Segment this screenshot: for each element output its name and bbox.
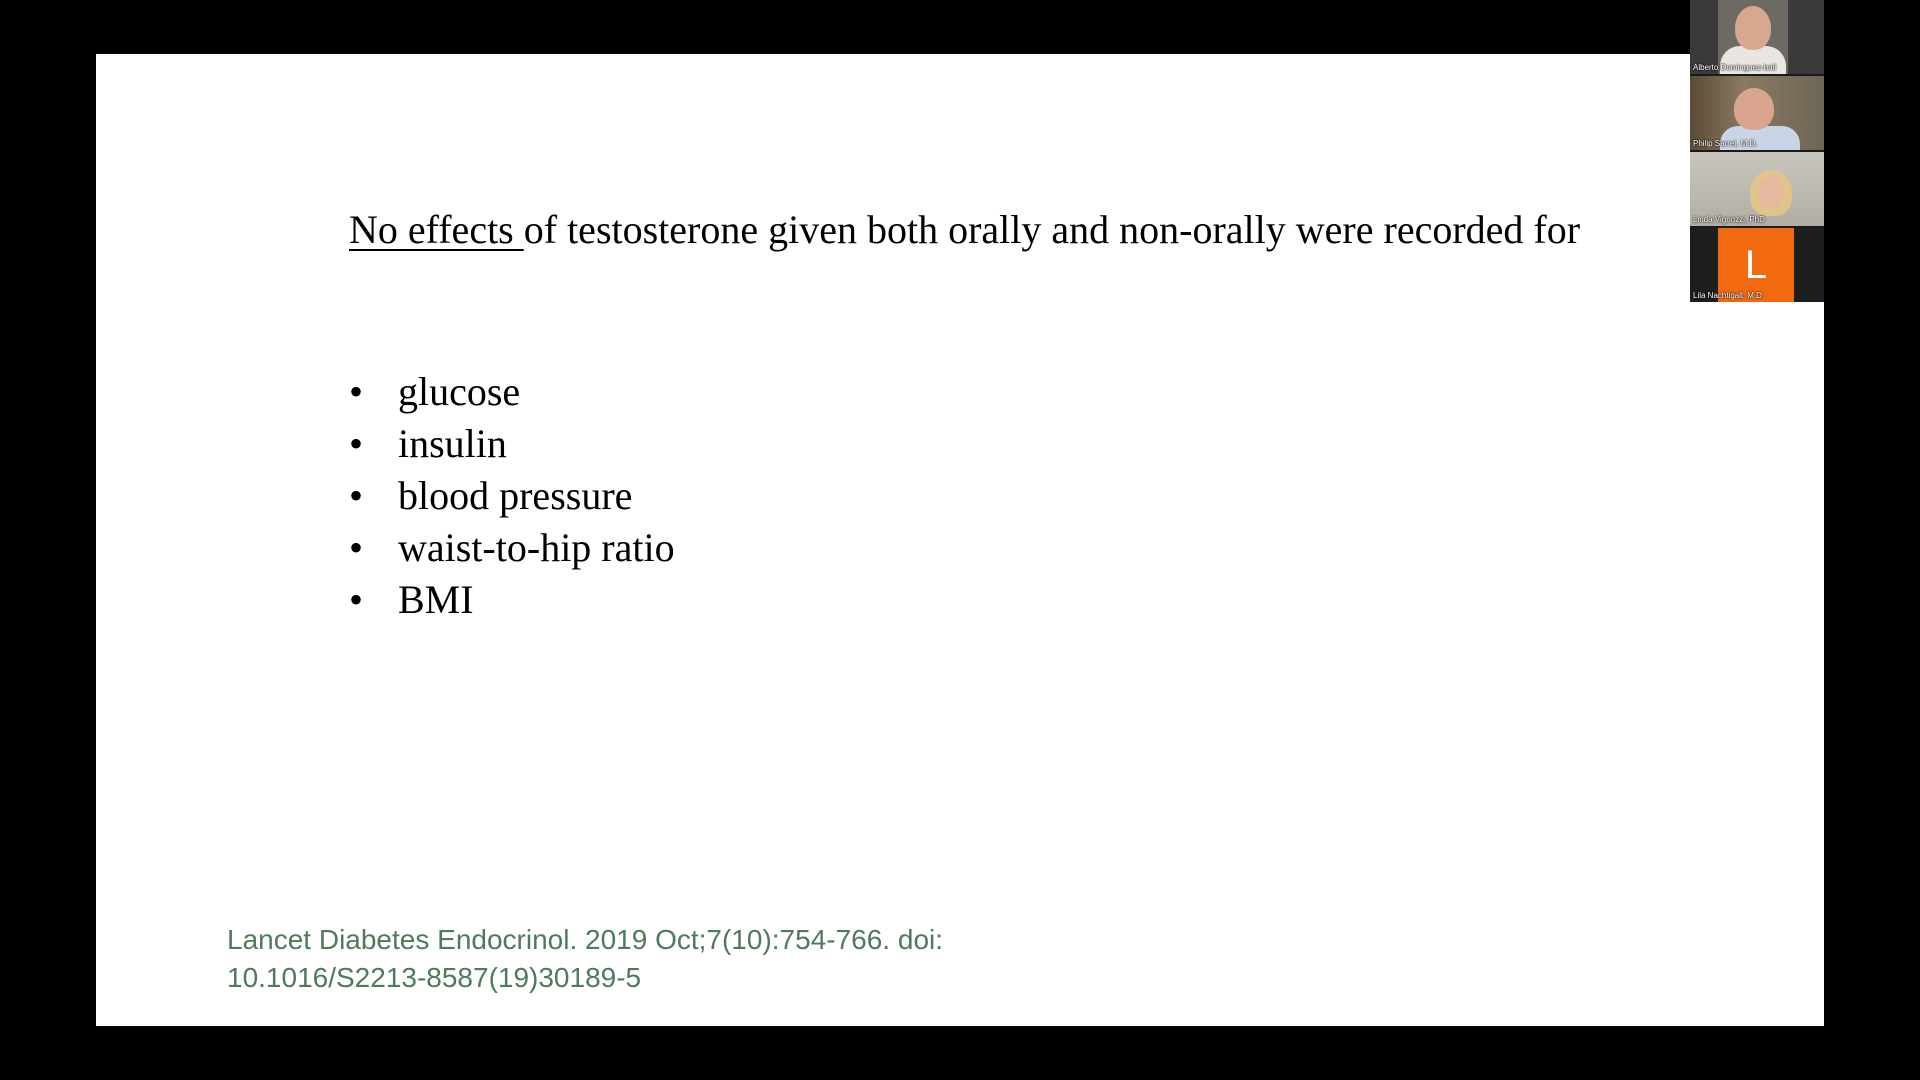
citation-line-1: Lancet Diabetes Endocrinol. 2019 Oct;7(10):754-766. doi: — [227, 924, 944, 955]
participant-name: Philip Sarrel, M.D. — [1693, 139, 1758, 148]
bullet-list — [349, 366, 675, 626]
bullet-icon: • — [349, 473, 364, 518]
participant-video — [1734, 88, 1774, 130]
participant-name: Linda Vignozzi, PhD — [1693, 215, 1765, 224]
bullet-text: glucose — [398, 369, 521, 414]
slide-headline — [349, 204, 1599, 256]
list-item — [349, 522, 675, 574]
list-item — [349, 366, 675, 418]
shared-slide — [96, 54, 1824, 1026]
participant-video-strip — [1690, 0, 1824, 302]
bullet-text: waist-to-hip ratio — [398, 525, 675, 570]
list-item — [349, 418, 675, 470]
participant-name: Alberto Dominguez-bali — [1693, 63, 1777, 72]
headline-emphasis: No effects — [349, 207, 524, 252]
list-item — [349, 470, 675, 522]
participant-tile[interactable] — [1690, 0, 1824, 74]
list-item — [349, 574, 675, 626]
bullet-icon: • — [349, 577, 364, 622]
participant-tile[interactable] — [1690, 76, 1824, 150]
bullet-icon: • — [349, 369, 364, 414]
participant-tile[interactable] — [1690, 228, 1824, 302]
citation-line-2: 10.1016/S2213-8587(19)30189-5 — [227, 962, 642, 993]
citation — [227, 921, 943, 997]
bullet-icon: • — [349, 525, 364, 570]
participant-tile[interactable] — [1690, 152, 1824, 226]
bullet-icon: • — [349, 421, 364, 466]
bullet-text: blood pressure — [398, 473, 633, 518]
avatar: L — [1718, 228, 1794, 302]
participant-name: Lila Nachtigall, M.D. — [1693, 291, 1765, 300]
bullet-text: insulin — [398, 421, 507, 466]
bullet-text: BMI — [398, 577, 474, 622]
headline-text: of testosterone given both orally and non-orally were recorded for — [523, 207, 1581, 252]
participant-video — [1758, 176, 1784, 208]
participant-video — [1735, 6, 1771, 50]
